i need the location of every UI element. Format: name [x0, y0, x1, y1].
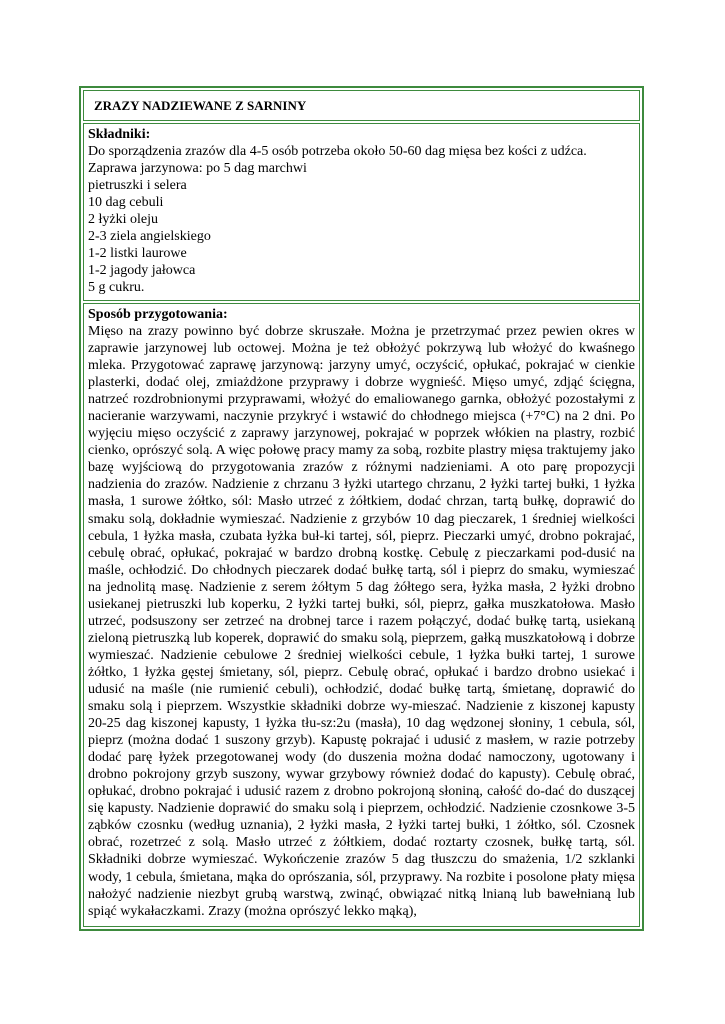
ingredients-cell	[83, 123, 640, 301]
recipe-title: ZRAZY NADZIEWANE Z SARNINY	[94, 98, 307, 113]
ingredient-line: pietruszki i selera	[88, 178, 187, 193]
ingredient-line: Do sporządzenia zrazów dla 4-5 osób potrzeba około 50-60 dag mięsa bez kości z udźca.	[88, 144, 587, 159]
ingredient-line: 5 g cukru.	[88, 280, 145, 295]
preparation-heading: Sposób przygotowania:	[88, 307, 228, 322]
ingredient-line: Zaprawa jarzynowa: po 5 dag marchwi	[88, 161, 307, 176]
title-cell	[83, 90, 640, 121]
ingredient-line: 10 dag cebuli	[88, 195, 164, 210]
ingredient-line: 1-2 jagody jałowca	[88, 263, 196, 278]
ingredients-heading: Składniki:	[88, 127, 151, 142]
ingredient-line: 1-2 listki laurowe	[88, 246, 187, 261]
preparation-text: Mięso na zrazy powinno być dobrze skruszałe. Można je przetrzymać przez pewien okres w zaprawie jarzynowej lub octowej. Można je też obłożyć pokrzywą lub włożyć do kwaśnego mleka. Przygotować zaprawę jarzynową: jarzyny umyć, oczyścić, opłukać, pokrajać w cienkie plasterki, dodać olej, zmiażdżone przyprawy i dobrze wygnieść. Mięso umyć, zdjąć ścięgna, natrzeć rozdrobnionymi przyprawami, włożyć do emaliowanego garnka, obłożyć pozostałymi z nacieranie warzywami, naczynie przykryć i wstawić do chłodnego miejsca (+7°C) na 2 dni. Po wyjęciu mięso oczyścić z zaprawy jarzynowej, pokrajać w poprzek włókien na plastry, rozbić cienko, oprószyć solą. A więc połowę pracy mamy za sobą, rozbite plastry mięsa traktujemy jako bazę wyjściową do przygotowania zrazów z różnymi nadzieniami. A oto parę propozycji nadzienia do zrazów. Nadzienie z chrzanu 3 łyżki utartego chrzanu, 2 łyżki tartej bułki, 1 łyżka masła, 1 surowe żółtko, sól: Masło utrzeć z żółtkiem, dodać chrzan, tartą bułkę, doprawić do smaku solą, dokładnie wymieszać. Nadzienie z grzybów 10 dag pieczarek, 1 średniej wielkości cebula, 1 łyżka masła, czubata łyżka buł-ki tartej, sól, pieprz. Pieczarki umyć, drobno pokrajać, cebulę obrać, opłukać, pokrajać w bardzo drobną kostkę. Cebulę z pieczarkami pod-dusić na maśle, ochłodzić. Do chłodnych pieczarek dodać bułkę tartą, sól i pieprz do smaku, wymieszać na jednolitą masę. Nadzienie z serem żółtym 5 dag żółtego sera, łyżka masła, 2 łyżki drobno usiekanej pietruszki lub koperku, 2 łyżki tartej bułki, sól, pieprz, gałka muszkatołowa. Masło utrzeć, podsuszony ser zetrzeć na drobnej tarce i razem połączyć, dodać bułkę tartą, usiekaną zieloną pietruszką lub koperek, doprawić do smaku solą, pieprzem, gałką muszkatołową i dobrze wymieszać. Nadzienie cebulowe 2 średniej wielkości cebule, 1 łyżka bułki tartej, 1 surowe żółtko, 1 łyżka gęstej śmietany, sól, pieprz. Cebulę obrać, opłukać i bardzo drobno usiekać i udusić na maśle (nie rumienić cebuli), ochłodzić, dodać bułkę tartą, śmietanę, doprawić do smaku solą i pieprzem. Wszystkie składniki dobrze wy-mieszać. Nadzienie z kiszonej kapusty 20-25 dag kiszonej kapusty, 1 łyżka tłu-sz:2u (masła), 10 dag wędzonej słoniny, 1 cebula, sól, pieprz (można dodać 1 suszony grzyb). Kapustę pokrajać i udusić z masłem, w razie potrzeby dodać parę łyżek przegotowanej wody (do duszenia można dodać namoczony, ugotowany i drobno pokrojony grzyb suszony, wywar grzybowy również dodać do kapusty). Cebulę obrać, opłukać, drobno pokrajać i udusić razem z drobno pokrojoną słoniną, całość do-dać do duszącej się kapusty. Nadzienie doprawić do smaku solą i pieprzem, ochłodzić. Nadzienie czosnkowe 3-5 ząbków czosnku (według uznania), 2 łyżki masła, 2 łyżki tartej bułki, 1 żółtko, sól. Czosnek obrać, rozetrzeć z solą. Masło utrzeć z żółtkiem, dodać roztarty czosnek, bułkę tartą, sól. Składniki dobrze wymieszać. Wykończenie zrazów 5 dag tłuszczu do smażenia, 1/2 szklanki wody, 1 cebula, śmietana, mąka do oprószania, sól, przyprawy. Na rozbite i posolone płaty mięsa nałożyć nadzienie niezbyt grubą warstwą, zwinąć, obwiązać nitką lnianą lub bawełnianą lub spiąć wykałaczkami. Zrazy (można oprószyć lekko mąką),	[88, 324, 635, 919]
recipe-table	[79, 86, 644, 931]
ingredient-line: 2-3 ziela angielskiego	[88, 229, 211, 244]
preparation-cell	[83, 303, 640, 927]
ingredient-line: 2 łyżki oleju	[88, 212, 158, 227]
